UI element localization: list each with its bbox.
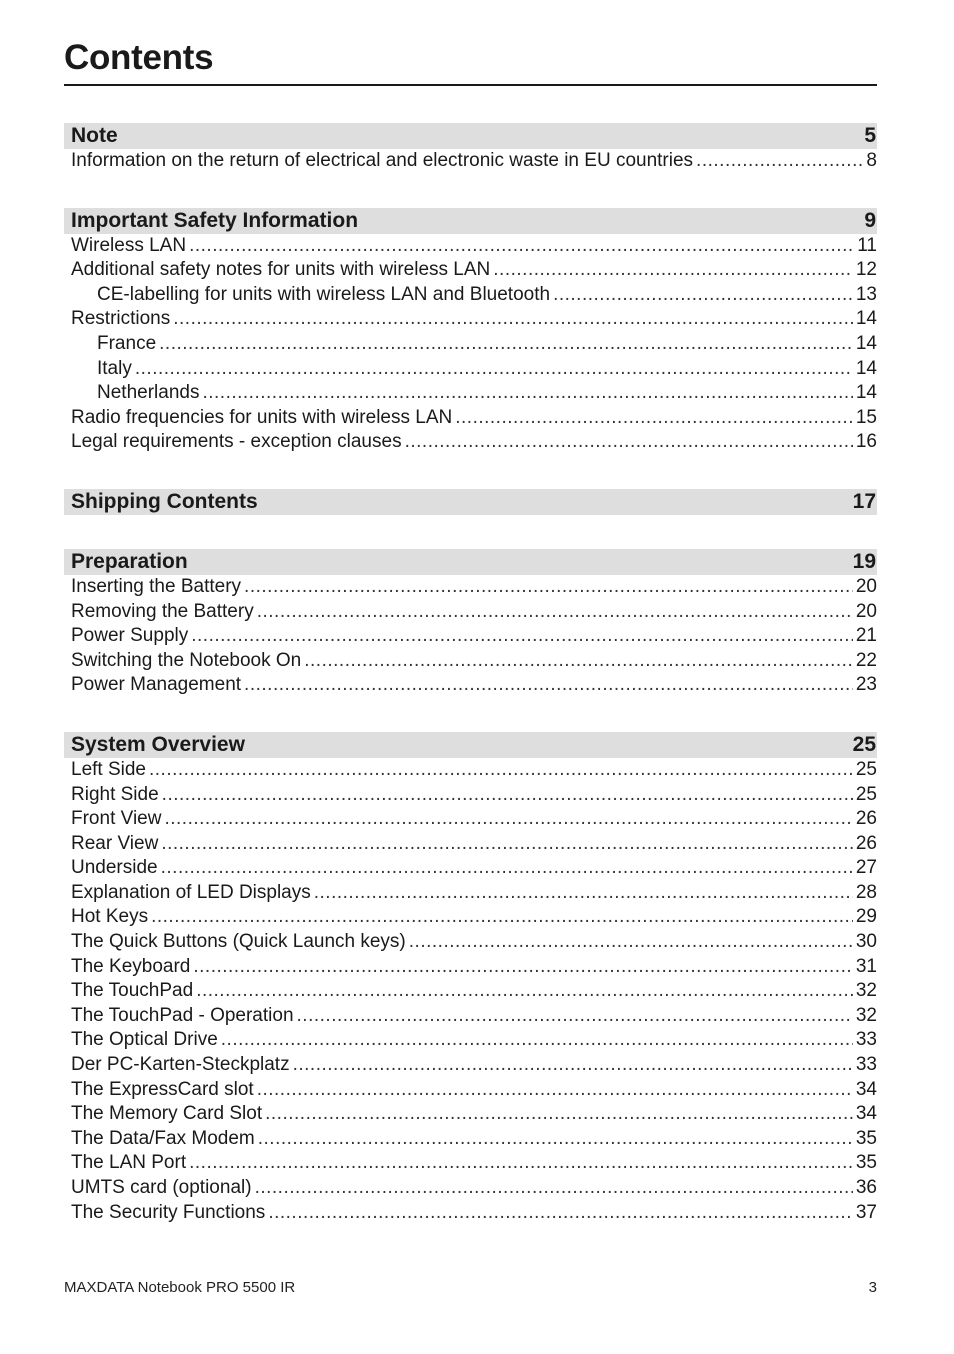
- entry-label: UMTS card (optional): [71, 1177, 252, 1198]
- dot-leader: [257, 600, 853, 625]
- toc-entry[interactable]: [64, 430, 877, 455]
- entry-page-number: 13: [855, 283, 877, 305]
- dot-leader: [221, 1028, 853, 1053]
- dot-leader: [268, 1201, 853, 1226]
- entry-page-number: 25: [855, 758, 877, 780]
- dot-leader: [135, 357, 853, 382]
- entry-label: Inserting the Battery: [71, 575, 242, 597]
- dot-leader: [151, 905, 853, 930]
- toc-entry[interactable]: [64, 1127, 877, 1152]
- entry-page-number: 32: [855, 1004, 877, 1026]
- dot-leader: [161, 856, 853, 881]
- dot-leader: [409, 930, 853, 955]
- dot-leader: [196, 979, 853, 1004]
- entry-page-number: 21: [855, 625, 877, 647]
- page-footer: [64, 1279, 877, 1296]
- dot-leader: [405, 430, 853, 455]
- entry-label: The TouchPad: [71, 980, 194, 1002]
- entry-page-number: 15: [855, 406, 877, 428]
- toc-subentry[interactable]: [64, 357, 877, 382]
- toc-entry[interactable]: [64, 624, 877, 649]
- dot-leader: [493, 258, 853, 283]
- entry-label: The TouchPad - Operation: [71, 1004, 294, 1026]
- entry-page-number: 33: [855, 1054, 877, 1076]
- entry-page-number: 26: [855, 832, 877, 854]
- dot-leader: [455, 406, 853, 431]
- entry-label: Information on the return of electrical and electronic waste in EU countries: [71, 150, 694, 171]
- dot-leader: [293, 1053, 853, 1078]
- toc-entry[interactable]: [64, 881, 877, 906]
- entry-page-number: 22: [855, 649, 877, 671]
- entry-label: Radio frequencies for units with wireless LAN: [71, 406, 453, 428]
- section-page-number: 5: [864, 124, 876, 147]
- dot-leader: [159, 332, 853, 357]
- toc-section: [64, 208, 877, 455]
- toc-entry[interactable]: [64, 234, 877, 259]
- entry-label: Left Side: [71, 758, 146, 780]
- entry-label: The Security Functions: [71, 1201, 266, 1223]
- entry-page-number: 25: [855, 783, 877, 805]
- entry-label: Der PC-Karten-Steckplatz: [71, 1054, 290, 1076]
- toc-entry[interactable]: [64, 930, 877, 955]
- entry-label: The Memory Card Slot: [71, 1103, 263, 1125]
- toc-section: [64, 549, 877, 698]
- toc-entry[interactable]: [64, 1176, 877, 1201]
- entry-label: Additional safety notes for units with wireless LAN: [71, 259, 491, 281]
- toc-section: [64, 732, 877, 1225]
- entry-page-number: 32: [855, 980, 877, 1002]
- toc-entry[interactable]: [64, 649, 877, 674]
- section-title: Important Safety Information: [71, 208, 359, 232]
- toc-entry[interactable]: [64, 575, 877, 600]
- toc-entry[interactable]: [64, 149, 877, 174]
- entry-label: Power Management: [71, 674, 242, 696]
- dot-leader: [202, 381, 852, 406]
- page-title: Contents: [64, 38, 214, 77]
- entry-label: Restrictions: [71, 308, 171, 330]
- entry-label: Power Supply: [71, 625, 189, 647]
- entry-label: Hot Keys: [71, 906, 149, 928]
- entry-page-number: 14: [855, 357, 877, 379]
- toc-entry[interactable]: [64, 307, 877, 332]
- entry-label: Right Side: [71, 783, 159, 805]
- entry-page-number: 16: [855, 431, 877, 453]
- table-of-contents: [64, 123, 877, 1259]
- toc-entry[interactable]: [64, 1004, 877, 1029]
- entry-label: The Optical Drive: [71, 1029, 218, 1051]
- toc-entry[interactable]: [64, 979, 877, 1004]
- entry-page-number: 20: [855, 575, 877, 597]
- section-title: Note: [71, 124, 118, 147]
- entry-page-number: 23: [855, 674, 877, 696]
- toc-subentry[interactable]: [64, 332, 877, 357]
- entry-page-number: 14: [855, 382, 877, 404]
- toc-entry[interactable]: [64, 1053, 877, 1078]
- entry-page-number: 35: [855, 1152, 877, 1174]
- dot-leader: [173, 307, 853, 332]
- toc-entry[interactable]: [64, 258, 877, 283]
- toc-entry[interactable]: [64, 1028, 877, 1053]
- dot-leader: [553, 283, 853, 308]
- section-title: Shipping Contents: [71, 489, 258, 513]
- dot-leader: [696, 149, 863, 174]
- entry-label: The Quick Buttons (Quick Launch keys): [71, 931, 406, 953]
- entry-label: Front View: [71, 808, 162, 830]
- dot-leader: [193, 955, 853, 980]
- entry-page-number: 11: [857, 234, 877, 256]
- entry-page-number: 36: [855, 1177, 877, 1198]
- section-page-number: 9: [864, 208, 876, 232]
- entry-label: CE-labelling for units with wireless LAN and Bluetooth: [97, 283, 551, 305]
- entry-page-number: 28: [855, 881, 877, 903]
- section-title: System Overview: [71, 732, 245, 756]
- entry-label: Underside: [71, 857, 158, 879]
- entry-page-number: 34: [855, 1103, 877, 1125]
- dot-leader: [191, 624, 853, 649]
- entry-label: The ExpressCard slot: [71, 1078, 254, 1100]
- dot-leader: [244, 575, 853, 600]
- toc-entry[interactable]: [64, 856, 877, 881]
- entry-label: Legal requirements - exception clauses: [71, 431, 402, 453]
- toc-entry[interactable]: [64, 807, 877, 832]
- dot-leader: [304, 649, 853, 674]
- entry-label: Removing the Battery: [71, 600, 254, 622]
- toc-entry[interactable]: [64, 832, 877, 857]
- entry-page-number: 35: [855, 1127, 877, 1149]
- title-divider: [64, 84, 877, 86]
- dot-leader: [164, 807, 852, 832]
- entry-page-number: 29: [855, 906, 877, 928]
- dot-leader: [257, 1078, 853, 1103]
- entry-page-number: 31: [855, 955, 877, 977]
- section-page-number: 19: [852, 549, 876, 573]
- dot-leader: [258, 1127, 853, 1152]
- toc-entry[interactable]: [64, 905, 877, 930]
- toc-entry[interactable]: [64, 600, 877, 625]
- toc-entry[interactable]: [64, 783, 877, 808]
- entry-label: Switching the Notebook On: [71, 649, 302, 671]
- section-page-number: 17: [852, 489, 876, 513]
- toc-entry[interactable]: [64, 1201, 877, 1226]
- entry-page-number: 26: [855, 808, 877, 830]
- dot-leader: [255, 1176, 853, 1201]
- toc-entry[interactable]: [64, 955, 877, 980]
- dot-leader: [161, 832, 853, 857]
- section-heading[interactable]: [64, 549, 877, 575]
- toc-entry[interactable]: [64, 758, 877, 783]
- toc-entry[interactable]: [64, 1151, 877, 1176]
- dot-leader: [314, 881, 853, 906]
- entry-page-number: 14: [855, 308, 877, 330]
- dot-leader: [149, 758, 853, 783]
- dot-leader: [162, 783, 853, 808]
- footer-product: MAXDATA Notebook PRO 5500 IR: [64, 1279, 296, 1296]
- entry-page-number: 12: [855, 259, 877, 281]
- entry-label: Explanation of LED Displays: [71, 881, 311, 903]
- dot-leader: [297, 1004, 853, 1029]
- entry-label: The LAN Port: [71, 1152, 187, 1174]
- section-heading[interactable]: [64, 489, 877, 515]
- dot-leader: [189, 1151, 853, 1176]
- toc-entry[interactable]: [64, 1078, 877, 1103]
- section-heading[interactable]: [64, 732, 877, 758]
- entry-label: Netherlands: [97, 382, 200, 404]
- dot-leader: [189, 234, 854, 259]
- entry-label: The Data/Fax Modem: [71, 1127, 255, 1149]
- toc-subentry[interactable]: [64, 381, 877, 406]
- entry-label: France: [97, 332, 157, 354]
- entry-page-number: 30: [855, 931, 877, 953]
- entry-label: Rear View: [71, 832, 159, 854]
- section-page-number: 25: [852, 732, 876, 756]
- toc-subentry[interactable]: [64, 283, 877, 308]
- dot-leader: [265, 1102, 853, 1127]
- entry-label: Wireless LAN: [71, 234, 187, 256]
- entry-page-number: 14: [855, 332, 877, 354]
- footer-page-number: 3: [868, 1279, 877, 1296]
- dot-leader: [244, 673, 853, 698]
- toc-entry[interactable]: [64, 406, 877, 431]
- entry-page-number: 20: [855, 600, 877, 622]
- section-heading[interactable]: [64, 208, 877, 234]
- entry-page-number: 8: [866, 150, 877, 171]
- toc-section: [64, 123, 877, 174]
- section-heading[interactable]: [64, 123, 877, 149]
- entry-page-number: 37: [855, 1201, 877, 1223]
- toc-entry[interactable]: [64, 1102, 877, 1127]
- entry-label: The Keyboard: [71, 955, 191, 977]
- entry-page-number: 27: [855, 857, 877, 879]
- entry-label: Italy: [97, 357, 132, 379]
- entry-page-number: 33: [855, 1029, 877, 1051]
- toc-entry[interactable]: [64, 673, 877, 698]
- section-title: Preparation: [71, 549, 188, 573]
- toc-section: [64, 489, 877, 515]
- entry-page-number: 34: [855, 1078, 877, 1100]
